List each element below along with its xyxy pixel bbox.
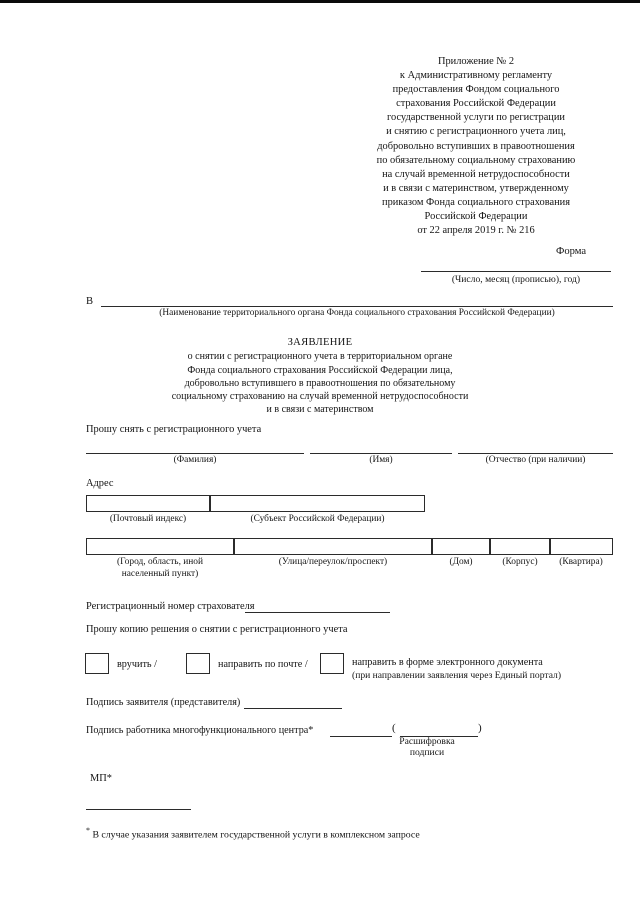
registration-number-input-line[interactable] [245, 612, 390, 613]
street-input[interactable] [234, 538, 432, 555]
checkbox-label-deliver-in-person[interactable]: вручить / [117, 659, 157, 670]
appendix-line-7: добровольно вступивших в правоотношения [377, 140, 575, 152]
addressed-to-prefix: В [86, 296, 94, 307]
firstname-field-line[interactable] [310, 453, 452, 454]
footnote-body: В случае указания заявителем государственной услуги в комплексном запросе [92, 829, 420, 841]
postal-index-caption: (Почтовый индекс) [109, 514, 187, 524]
appendix-line-9: на случай временной нетрудоспособности [382, 168, 570, 180]
footnote-star: * [86, 826, 90, 835]
checkbox-label-send-by-mail[interactable]: направить по почте / [218, 659, 308, 670]
statement-line-2: Фонда социального страхования Российской Федерации лица, [187, 364, 453, 376]
appendix-line-3: предоставления Фондом социального [392, 84, 560, 96]
appendix-line-2: к Административному регламенту [399, 70, 553, 82]
address-label: Адрес [86, 478, 114, 489]
checkbox-label-send-electronic[interactable]: направить в форме электронного документа [352, 657, 543, 668]
paren-close: ) [478, 722, 482, 734]
statement-line-5: и в связи с материнством [266, 404, 374, 416]
appendix-line-12: Российской Федерации [424, 211, 528, 223]
postal-index-input[interactable] [86, 495, 210, 512]
appendix-line-13: от 22 апреля 2019 г. № 216 [417, 225, 535, 237]
patronymic-field-line[interactable] [458, 453, 613, 454]
city-caption [80, 557, 240, 580]
appendix-line-5: государственной услуги по регистрации [386, 112, 565, 124]
region-input[interactable] [210, 495, 425, 512]
footnote-divider [86, 809, 191, 810]
mfc-signature-label: Подпись работника многофункционального центра* [86, 725, 314, 736]
appendix-line-11: приказом Фонда социального страхования [382, 196, 570, 208]
flat-input[interactable] [550, 538, 613, 555]
surname-caption: (Фамилия) [173, 455, 217, 465]
footnote-text [86, 826, 420, 840]
patronymic-caption: (Отчество (при наличии) [485, 455, 586, 465]
checkbox-note-send-electronic: (при направлении заявления через Единый портал) [352, 670, 562, 681]
territorial-body-fill-line[interactable] [101, 306, 613, 307]
appendix-line-8: по обязательному социальному страхованию [376, 154, 576, 166]
region-caption: (Субъект Российской Федерации) [250, 514, 385, 524]
checkbox-send-electronic[interactable] [320, 653, 344, 674]
street-caption: (Улица/переулок/проспект) [278, 557, 388, 567]
appendix-header [338, 55, 614, 238]
signature-decode-caption [372, 736, 482, 759]
statement-line-4: социальному страхованию на случай временной нетрудоспособности [171, 391, 469, 403]
registration-number-label: Регистрационный номер страхователя [86, 601, 255, 612]
page-title: ЗАЯВЛЕНИЕ [287, 337, 353, 348]
date-caption: (Число, месяц (прописью), год) [451, 274, 581, 285]
checkbox-send-by-mail[interactable] [186, 653, 210, 674]
city-caption-line-2: населенный пункт) [121, 568, 199, 579]
request-line-label: Прошу снять с регистрационного учета [86, 424, 262, 435]
paren-open: ( [392, 722, 396, 734]
house-input[interactable] [432, 538, 490, 555]
applicant-signature-line[interactable] [244, 708, 342, 709]
statement-title-block [70, 336, 570, 417]
applicant-signature-label: Подпись заявителя (представителя) [86, 697, 241, 708]
city-caption-line-1: (Город, область, иной [117, 557, 203, 567]
building-caption: (Корпус) [502, 557, 538, 567]
checkbox-deliver-in-person[interactable] [85, 653, 109, 674]
date-fill-line[interactable] [421, 271, 611, 272]
flat-caption: (Квартира) [559, 557, 603, 567]
firstname-caption: (Имя) [369, 455, 393, 465]
appendix-line-1: Приложение № 2 [437, 56, 515, 67]
form-word-label: Форма [556, 246, 587, 257]
house-caption: (Дом) [449, 557, 473, 567]
city-input[interactable] [86, 538, 234, 555]
statement-line-1: о снятии с регистрационного учета в территориальном органе [187, 351, 453, 363]
surname-field-line[interactable] [86, 453, 304, 454]
territorial-body-caption: (Наименование территориального органа Фонда социального страхования Российской Федерации) [159, 308, 555, 318]
decode-caption-line-2: подписи [409, 747, 445, 759]
decode-caption-line-1: Расшифровка [399, 736, 455, 747]
appendix-line-10: и в связи с материнством, утвержденному [383, 182, 569, 194]
statement-line-3: добровольно вступившего в правоотношения по обязательному [184, 377, 456, 389]
copy-request-label: Прошу копию решения о снятии с регистрационного учета [86, 624, 348, 635]
building-input[interactable] [490, 538, 550, 555]
appendix-line-4: страхования Российской Федерации [396, 98, 556, 110]
stamp-placeholder-label: МП* [90, 773, 112, 784]
appendix-line-6: и снятию с регистрационного учета лиц, [386, 126, 566, 138]
